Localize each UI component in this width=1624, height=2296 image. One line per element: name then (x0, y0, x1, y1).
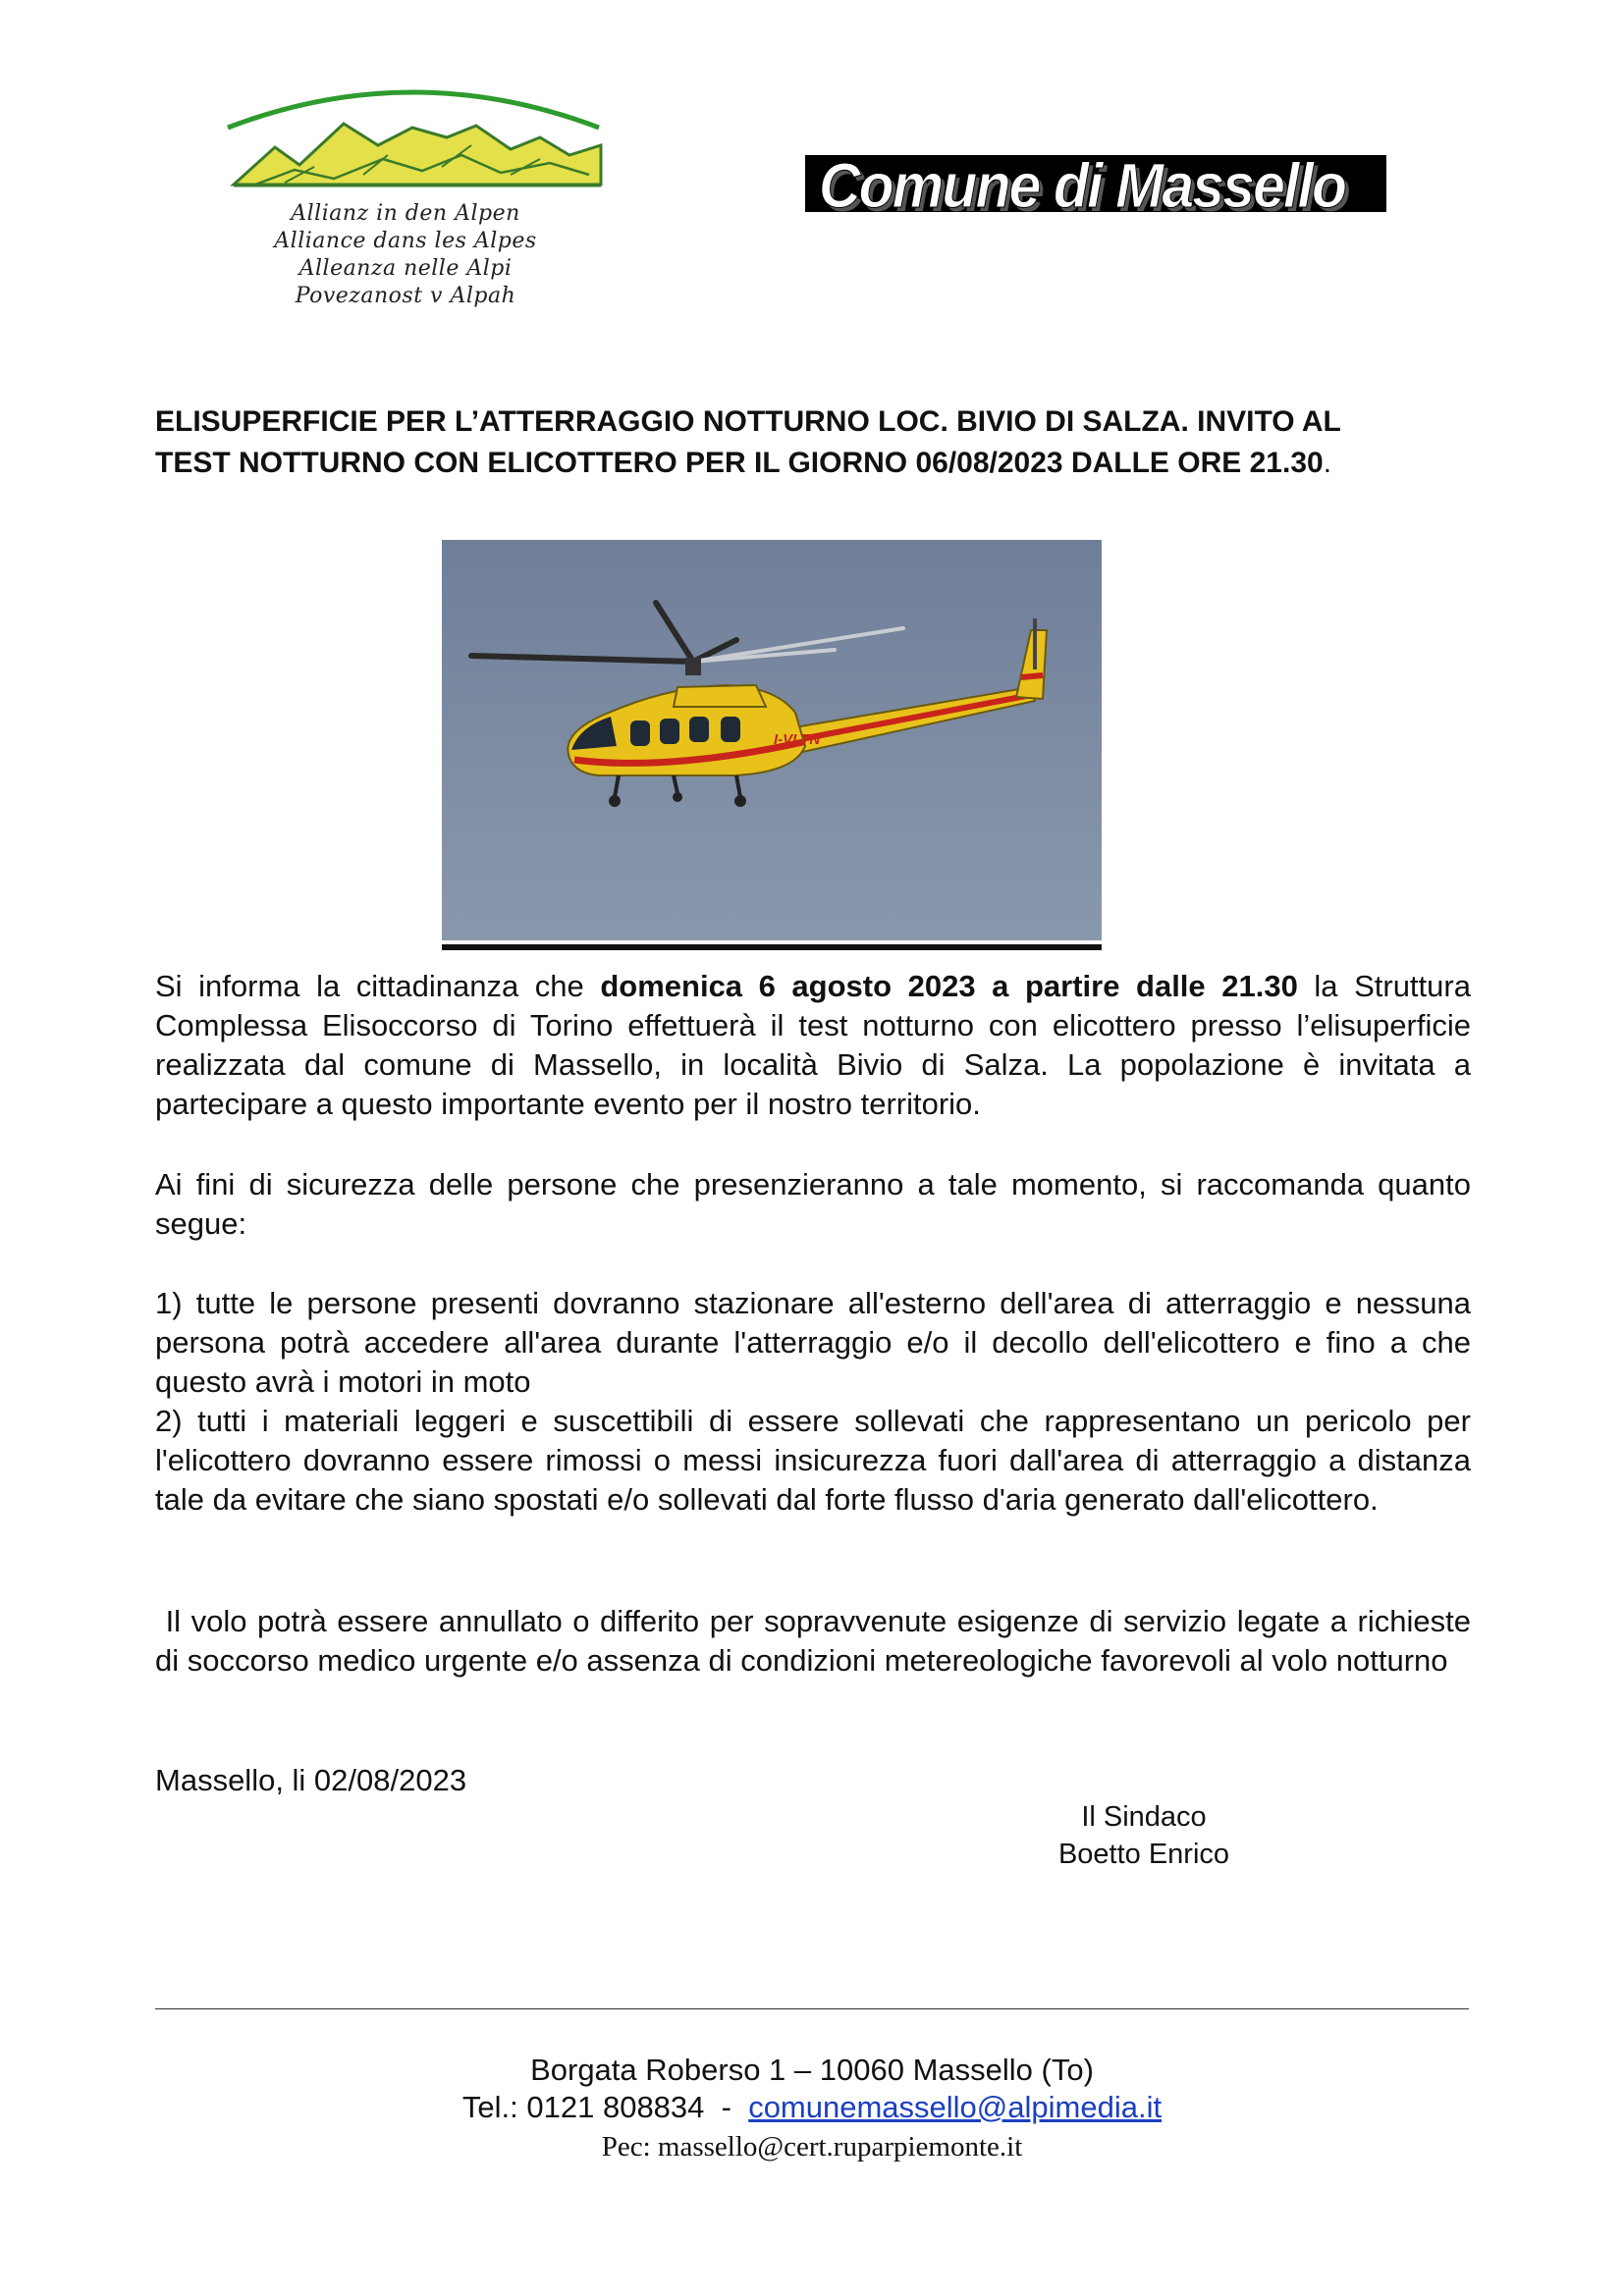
intro-text-start: Si informa la cittadinanza che (155, 969, 601, 1003)
alliance-logo (216, 77, 609, 322)
safety-rule-1: 1) tutte le persone presenti dovranno stazionare all'esterno dell'area di atterraggio e nessuna persona potrà accedere all'area durante l'atterraggio e/o il decollo dell'elicottero e fino a che questo avrà i motori in moto (155, 1286, 1471, 1399)
title-line-1: ELISUPERFICIE PER L’ATTERRAGGIO NOTTURNO LOC. BIVIO DI SALZA. INVITO AL (155, 405, 1341, 438)
safety-intro-paragraph: Ai fini di sicurezza delle persone che presenzieranno a tale momento, si raccomanda quanto segue: (155, 1167, 1471, 1241)
footer-pec: Pec: massello@cert.ruparpiemonte.it (601, 2131, 1023, 2163)
intro-text-end: la Struttura Complessa Elisoccorso di Torino effettuerà il test notturno con elicottero presso l’elisuperficie realizzata dal comune di Massello, in località Bivio di Salza. La popolazione è invitata a partecipare a questo importante evento per il nostro territorio. (155, 969, 1471, 1121)
municipality-name: Comune di Massello (819, 155, 1346, 212)
footer-email-link[interactable]: comunemassello@alpimedia.it (748, 2090, 1163, 2124)
footer-contacts (0, 2089, 1624, 2126)
municipality-banner (805, 155, 1386, 212)
footer-address: Borgata Roberso 1 – 10060 Massello (To) (530, 2053, 1094, 2087)
footer-divider (155, 2008, 1469, 2009)
safety-rule-2: 2) tutti i materiali leggeri e suscettibili di essere sollevati che rappresentano un pericolo per l'elicottero dovranno essere rimossi o messi insicurezza fuori dall'area di atterraggio a distanza tale da evitare che siano spostati e/o sollevati dal forte flusso d'aria generato dall'elicottero. (155, 1404, 1471, 1517)
safety-rules (155, 1284, 1471, 1520)
footer-telephone: Tel.: 0121 808834 - (461, 2090, 749, 2124)
signature-name: Boetto Enrico (1057, 1839, 1230, 1870)
alps-mountains-icon (216, 77, 609, 194)
logo-line-slovenian: Povezanost v Alpah (295, 284, 516, 308)
photo-underline (442, 944, 1102, 950)
helicopter-photo (442, 540, 1102, 940)
logo-line-italian: Alleanza nelle Alpi (298, 256, 513, 281)
notice-title (155, 401, 1471, 484)
signature-role: Il Sindaco (1081, 1801, 1207, 1833)
helicopter-registration: I-VLTN (774, 731, 821, 748)
logo-line-french: Alliance dans les Alpes (274, 229, 537, 253)
cancellation-paragraph: Il volo potrà essere annullato o differito per sopravvenute esigenze di servizio legate a richieste di soccorso medico urgente e/o assenza di condizioni metereologiche favorevoli al volo notturno (155, 1604, 1480, 1678)
logo-line-german: Allianz in den Alpen (291, 201, 520, 226)
place-date: Massello, li 02/08/2023 (155, 1763, 467, 1797)
event-date-time: domenica 6 agosto 2023 a partire dalle 21.30 (600, 969, 1298, 1003)
title-line-2-text: TEST NOTTURNO CON ELICOTTERO PER IL GIORNO 06/08/2023 DALLE ORE 21.30 (155, 447, 1324, 479)
title-end-punct: . (1323, 447, 1332, 479)
helicopter-image (442, 540, 1102, 940)
intro-paragraph (155, 967, 1471, 1124)
title-line-2 (155, 443, 1471, 484)
